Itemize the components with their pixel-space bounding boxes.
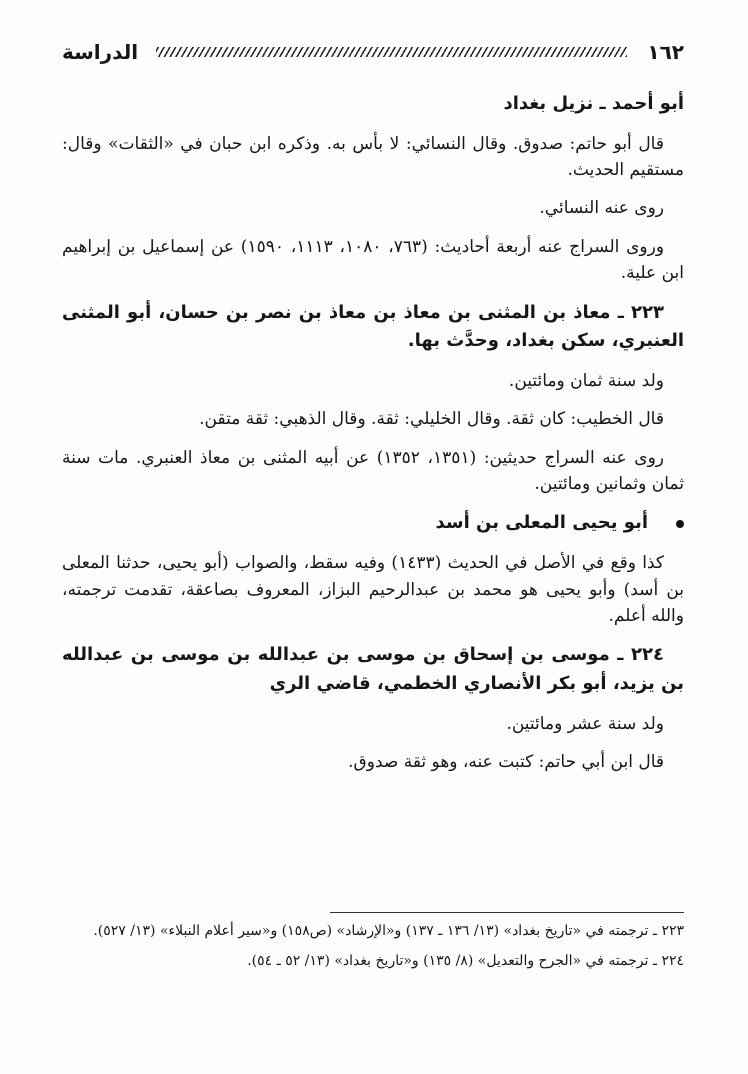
footnote-separator <box>330 912 684 913</box>
entry-heading-223: ٢٢٣ ـ معاذ بن المثنى بن معاذ بن معاذ بن نصر بن حسان، أبو المثنى العنبري، سكن بغداد، وحدَّث بها. <box>62 301 684 352</box>
paragraph: قال ابن أبي حاتم: كتبت عنه، وهو ثقة صدوق. <box>348 752 664 773</box>
paragraph: روى عنه النسائي. <box>539 198 664 219</box>
entry-continuation-heading: أبو أحمد ـ نزيل بغداد <box>503 93 684 114</box>
section-title: الدراسة <box>62 40 139 64</box>
header-ornament-rule <box>156 47 627 57</box>
paragraph: قال الخطيب: كان ثقة. وقال الخليلي: ثقة. وقال الذهبي: ثقة متقن. <box>199 409 664 430</box>
bullet-heading <box>62 509 684 538</box>
running-header <box>62 32 684 72</box>
footnotes <box>62 920 684 980</box>
footnote-223: ٢٢٣ ـ ترجمته في «تاريخ بغداد» (١٣/ ١٣٦ ـ ١٣٧) و«الإرشاد» (ص١٥٨) و«سير أعلام النبلاء» (١٣/ ٥٢٧). <box>93 923 684 939</box>
paragraph: ولد سنة عشر ومائتين. <box>506 713 664 734</box>
paragraph: روى عنه السراج حديثين: (١٣٥١، ١٣٥٢) عن أبيه المثنى بن معاذ العنبري. مات سنة ثمان وثمانين ومائتين. <box>62 447 684 495</box>
footnote-224: ٢٢٤ ـ ترجمته في «الجرح والتعديل» (٨/ ١٣٥) و«تاريخ بغداد» (١٣/ ٥٢ ـ ٥٤). <box>247 952 684 969</box>
paragraph: قال أبو حاتم: صدوق. وقال النسائي: لا بأس به. وذكره ابن حبان في «الثقات» وقال: مستقيم الحديث. <box>62 133 684 181</box>
paragraph: وروى السراج عنه أربعة أحاديث: (٧٦٣، ١٠٨٠، ١١١٣، ١٥٩٠) عن إسماعيل بن إبراهيم ابن علية. <box>62 236 684 284</box>
page-number: ١٦٢ <box>647 40 684 64</box>
paragraph: ولد سنة ثمان ومائتين. <box>508 371 664 392</box>
page-body <box>62 90 684 776</box>
paragraph: كذا وقع في الأصل في الحديث (١٤٣٣) وفيه سقط، والصواب (أبو يحيى، حدثنا المعلى بن أسد) وأبو يحيى هو محمد بن عبدالرحيم البزاز، المعروف بصاعقة، تقدمت ترجمته، والله أعلم. <box>62 553 684 626</box>
entry-heading-224: ٢٢٤ ـ موسى بن إسحاق بن موسى بن عبدالله بن موسى بن عبدالله بن يزيد، أبو بكر الأنصاري الخطمي، قاضي الري <box>62 644 684 695</box>
bullet-icon <box>676 520 684 528</box>
bullet-heading-text: أبو يحيى المعلى بن أسد <box>435 512 648 534</box>
